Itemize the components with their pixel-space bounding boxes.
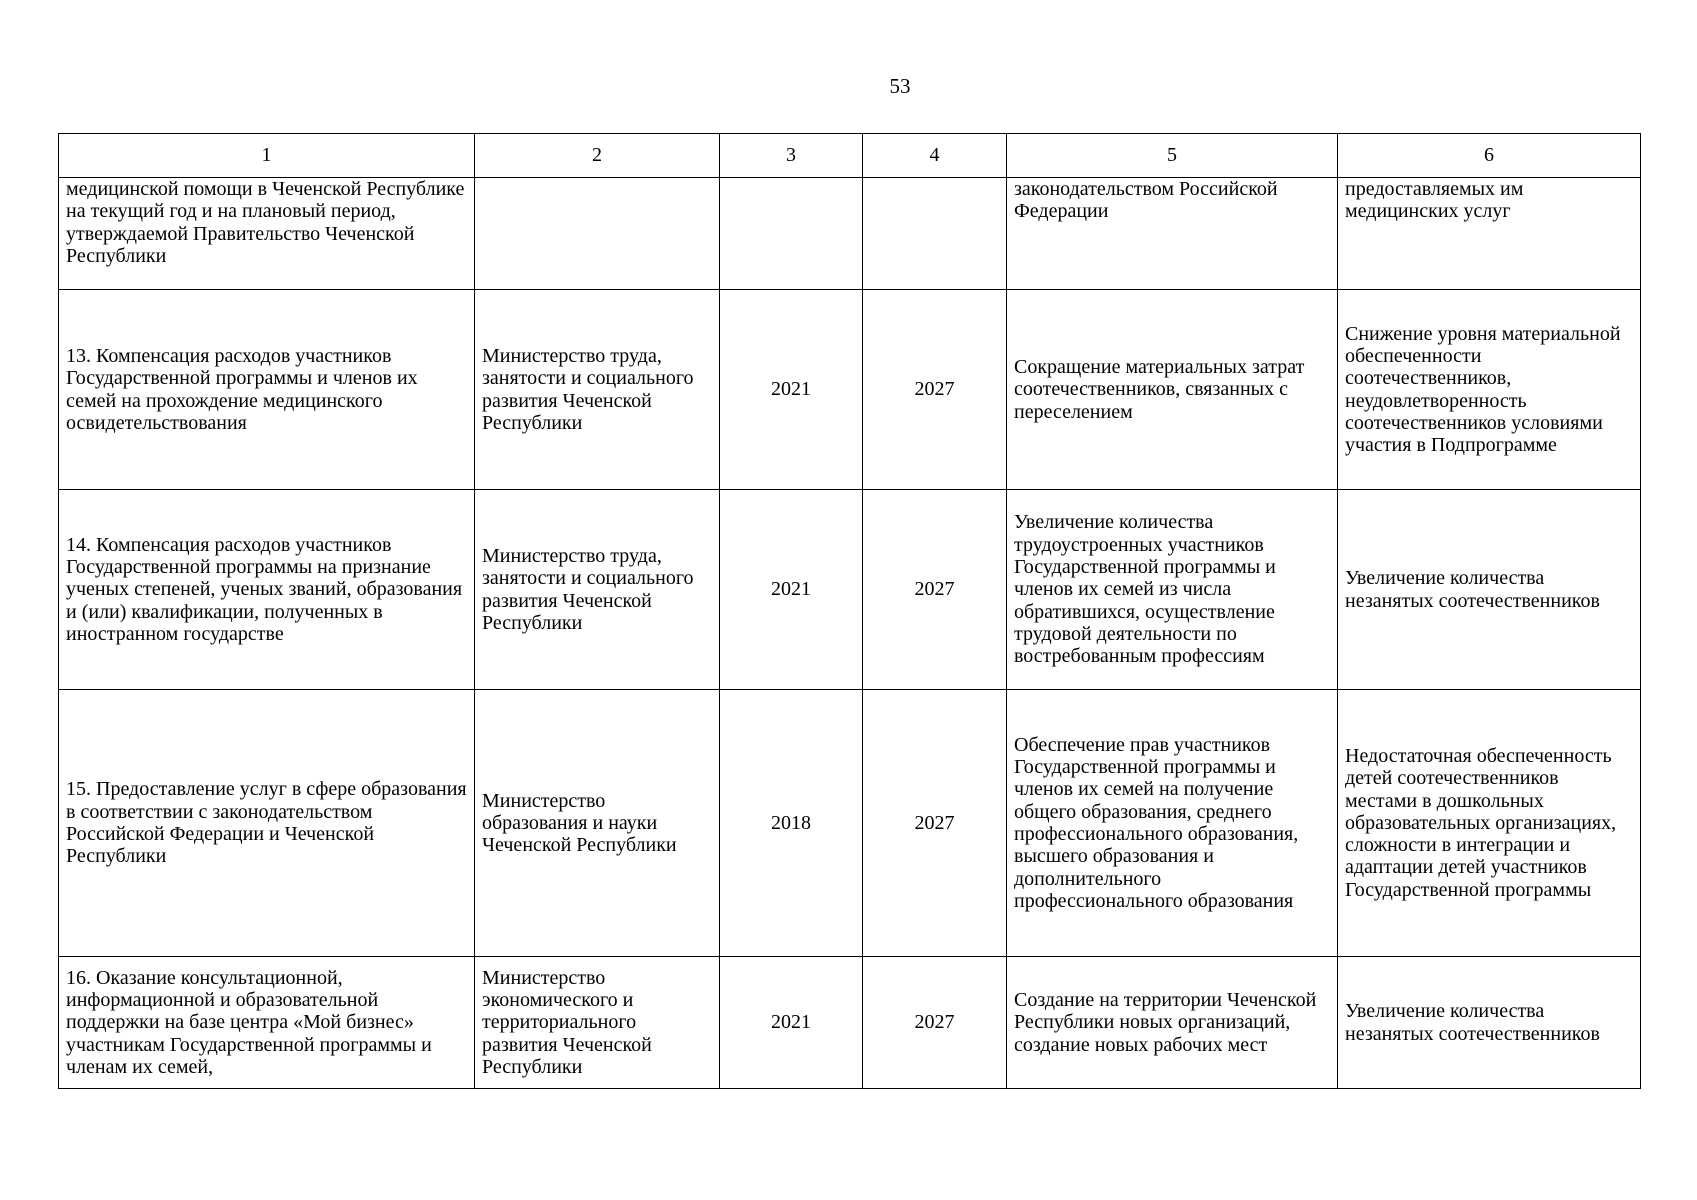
result-cell: Создание на территории Чеченской Республики новых организаций, создание новых рабочих мест (1007, 957, 1338, 1089)
end-year-cell (863, 178, 1007, 290)
measure-cell: 15. Предоставление услуг в сфере образования в соответствии с законодательством Российской Федерации и Чеченской Республики (59, 690, 475, 957)
risk-cell: Увеличение количества незанятых соотечественников (1338, 957, 1641, 1089)
header-cell-3: 3 (720, 134, 863, 178)
end-year-cell: 2027 (863, 690, 1007, 957)
table-row (59, 690, 1641, 957)
table-row (59, 957, 1641, 1089)
measures-table (58, 133, 1641, 1089)
header-cell-2: 2 (475, 134, 720, 178)
risk-cell: Недостаточная обеспеченность детей соотечественников местами в дошкольных образовательных организациях, сложности в интеграции и адаптации детей участников Государственной программы (1338, 690, 1641, 957)
measure-cell: 14. Компенсация расходов участников Государственной программы на признание ученых степеней, ученых званий, образования и (или) квалификации, полученных в иностранном государстве (59, 490, 475, 690)
measure-cell: медицинской помощи в Чеченской Республике на текущий год и на плановый период, утверждаемой Правительство Чеченской Республики (59, 178, 475, 290)
measure-cell: 13. Компенсация расходов участников Государственной программы и членов их семей на прохождение медицинского освидетельствования (59, 290, 475, 490)
executor-cell: Министерство образования и науки Чеченской Республики (475, 690, 720, 957)
executor-cell: Министерство труда, занятости и социального развития Чеченской Республики (475, 290, 720, 490)
header-cell-5: 5 (1007, 134, 1338, 178)
table-header-row (59, 134, 1641, 178)
page-number: 53 (889, 74, 911, 98)
start-year-cell (720, 178, 863, 290)
executor-cell: Министерство труда, занятости и социального развития Чеченской Республики (475, 490, 720, 690)
result-cell: Увеличение количества трудоустроенных участников Государственной программы и членов их семей из числа обратившихся, осуществление трудовой деятельности по востребованным профессиям (1007, 490, 1338, 690)
risk-cell: предоставляемых им медицинских услуг (1338, 178, 1641, 290)
start-year-cell: 2018 (720, 690, 863, 957)
start-year-cell: 2021 (720, 490, 863, 690)
end-year-cell: 2027 (863, 290, 1007, 490)
result-cell: Обеспечение прав участников Государственной программы и членов их семей на получение общего образования, среднего профессионального образования, высшего образования и дополнительного профессионального образования (1007, 690, 1338, 957)
start-year-cell: 2021 (720, 957, 863, 1089)
end-year-cell: 2027 (863, 957, 1007, 1089)
start-year-cell: 2021 (720, 290, 863, 490)
measure-cell: 16. Оказание консультационной, информационной и образовательной поддержки на базе центра «Мой бизнес» участникам Государственной программы и членам их семей, (59, 957, 475, 1089)
table-row (59, 490, 1641, 690)
result-cell: Сокращение материальных затрат соотечественников, связанных с переселением (1007, 290, 1338, 490)
header-cell-1: 1 (59, 134, 475, 178)
end-year-cell: 2027 (863, 490, 1007, 690)
risk-cell: Снижение уровня материальной обеспеченности соотечественников, неудовлетворенность соотечественников условиями участия в Подпрограмме (1338, 290, 1641, 490)
header-cell-6: 6 (1338, 134, 1641, 178)
table-row (59, 290, 1641, 490)
risk-cell: Увеличение количества незанятых соотечественников (1338, 490, 1641, 690)
header-cell-4: 4 (863, 134, 1007, 178)
executor-cell (475, 178, 720, 290)
executor-cell: Министерство экономического и территориального развития Чеченской Республики (475, 957, 720, 1089)
result-cell: законодательством Российской Федерации (1007, 178, 1338, 290)
table-row (59, 178, 1641, 290)
